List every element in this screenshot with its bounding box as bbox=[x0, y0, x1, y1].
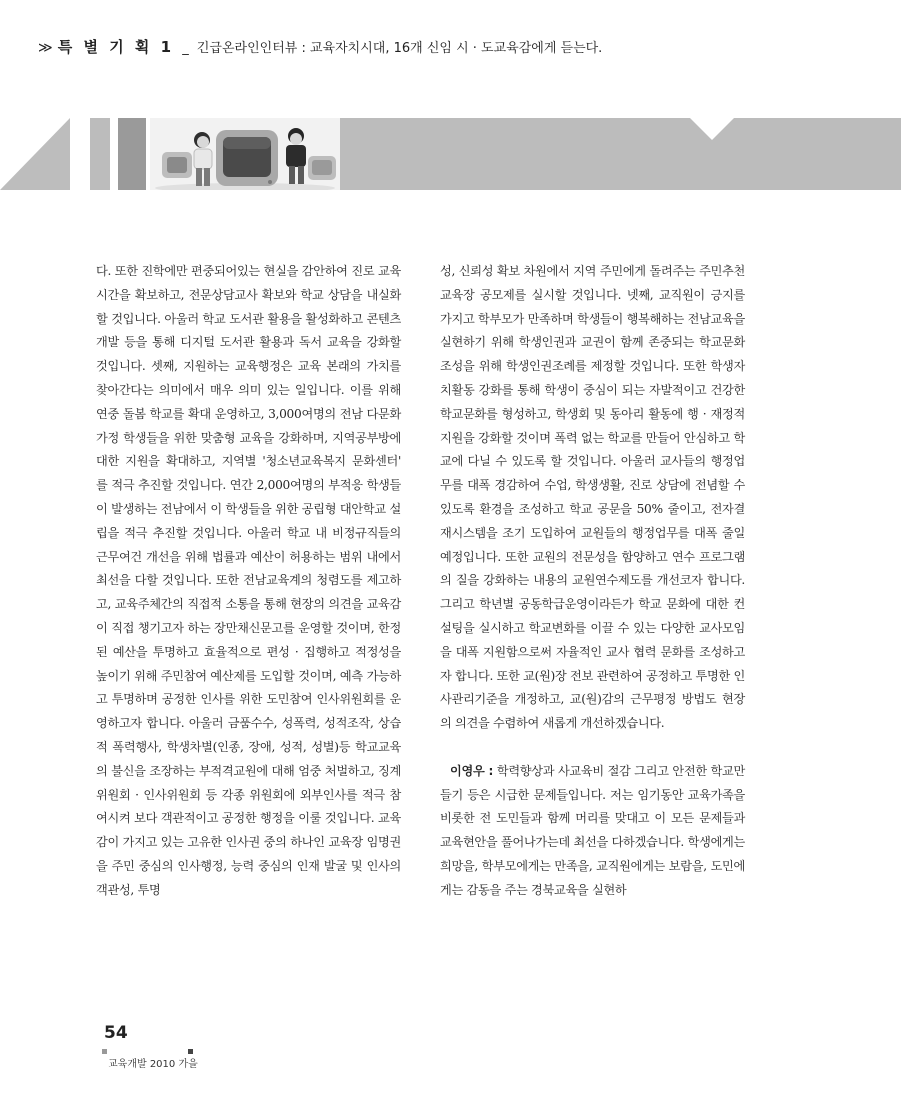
publication-name: 교육개발 2010 가을 bbox=[108, 1059, 198, 1070]
footer-square-icon bbox=[188, 1049, 193, 1054]
answer-text: 학력향상과 사교육비 절감 그리고 안전한 학교만들기 등은 시급한 문제들입니다. 저는 임기동안 교육가족을 비롯한 전 도민들과 함께 머리를 맞대고 이 모든 문제들과 교육현안을 풀어나가는데 최선을 다하겠습니다. 학생에게는 희망을, 학부모에게는 만족을, 교직원에게는 보람을, 도민에게는 감동을 주는 경북교육을 실현하 bbox=[440, 763, 745, 897]
decorative-banner bbox=[0, 118, 901, 190]
banner-bar-dark bbox=[118, 118, 146, 190]
banner-band bbox=[330, 118, 901, 190]
body-paragraph: 성, 신뢰성 확보 차원에서 지역 주민에게 돌려주는 주민추천 교육장 공모제를 실시할 것입니다. 넷째, 교직원이 긍지를 가지고 학부모가 만족하며 학생들이 행복해하는 전남교육을 실현하기 위해 학생인권과 교권이 함께 존중되는 학교문화 조성을 위해 학생인권조례를 제정할 것입니다. 또한 학생자치활동 강화를 통해 학생이 중심이 되는 자발적이고 건강한 학교문화를 형성하고, 학생회 및 동아리 활동에 행 · 재정적 지원을 강화할 것이며 폭력 없는 학교를 만들어 안심하고 학교에 다닐 수 있도록 할 것입니다. 아울러 교사들의 행정업무를 대폭 경감하여 수업, 학생생활, 진로 상담에 전념할 수 있도록 환경을 조성하고 학교 공문을 50% 줄이고, 전자결재시스템을 조기 도입하여 교원들의 행정업무를 대폭 줄일 예정입니다. 또한 교원의 전문성을 함양하고 연수 프로그램의 질을 강화하는 내용의 교원연수제도를 개선코자 합니다. 그리고 학년별 공동학급운영이라든가 학교 문화에 대한 컨설팅을 실시하고 학교변화를 이끌 수 있는 다양한 교사모임을 대폭 지원함으로써 자율적인 교사 협력 문화를 조성하고자 합니다. 또한 교(원)장 전보 관련하여 공정하고 투명한 인사관리기준을 개정하고, 교(원)감의 근무평정 방법도 현장의 의견을 수렴하여 새롭게 개선하겠습니다. bbox=[440, 264, 745, 731]
header-subtitle: 긴급온라인인터뷰 : 교육자치시대, 16개 신임 시 · 도교육감에게 듣는다. bbox=[196, 41, 603, 56]
left-column bbox=[96, 260, 401, 903]
footer-square-icon bbox=[102, 1049, 107, 1054]
header-separator: _ bbox=[182, 41, 189, 56]
banner-triangle bbox=[0, 118, 70, 190]
section-title: 특 별 기 획 1 bbox=[57, 38, 175, 56]
students-tv-photo bbox=[150, 118, 340, 190]
right-column bbox=[440, 260, 745, 903]
speaker-name: 이영우 : bbox=[450, 763, 494, 778]
running-header bbox=[38, 36, 878, 60]
chevron-icon: ≫ bbox=[38, 40, 50, 56]
page-number: 54 bbox=[104, 1023, 128, 1043]
banner-bar-light bbox=[90, 118, 110, 190]
body-paragraph: 다. 또한 진학에만 편중되어있는 현실을 감안하여 진로 교육 시간을 확보하고, 전문상담교사 확보와 학교 상담을 내실화 할 것입니다. 아울러 학교 도서관 활용을 활성화하고 콘텐츠 개발 등을 통해 디지털 도서관 활용과 독서 교육을 강화할 것입니다. 셋째, 지원하는 교육행정은 교육 본래의 가치를 찾아간다는 의미에서 매우 의미 있는 일입니다. 이를 위해 연중 돌봄 학교를 확대 운영하고, 3,000여명의 전남 다문화가정 학생들을 위한 맞춤형 교육을 강화하며, 지역공부방에 대한 지원을 확대하고, 지역별 '청소년교육복지 문화센터' 를 적극 추진할 것입니다. 연간 2,000여명의 부적응 학생들이 발생하는 전남에서 이 학생들을 위한 공립형 대안학교 설립을 적극 추진할 것입니다. 아울러 학교 내 비정규직들의 근무여건 개선을 위해 법률과 예산이 허용하는 범위 내에서 최선을 다할 것입니다. 또한 전남교육계의 청렴도를 제고하고, 교육주체간의 직접적 소통을 통해 현장의 의견을 교육감이 직접 챙기고자 하는 장만채신문고를 운영할 것이며, 한정된 예산을 투명하고 효율적으로 편성 · 집행하고 적정성을 높이기 위해 주민참여 예산제를 도입할 것이며, 예측 가능하고 투명하며 공정한 인사를 위한 도민참여 인사위원회를 운영하고자 합니다. 아울러 금품수수, 성폭력, 성적조작, 상습적 폭력행사, 학생차별(인종, 장애, 성적, 성별)등 학교교육의 불신을 조장하는 부적격교원에 대해 엄중 처벌하고, 징계위원회 · 인사위원회 등 각종 위원회에 외부인사를 적극 참여시켜 보다 객관적이고 공정한 행정을 이룰 것입니다. 교육감이 가지고 있는 고유한 인사권 중의 하나인 교육장 임명권을 주민 중심의 인사행정, 능력 중심의 인재 발굴 및 인사의 객관성, 투명 bbox=[96, 264, 401, 897]
interview-answer bbox=[440, 760, 745, 903]
